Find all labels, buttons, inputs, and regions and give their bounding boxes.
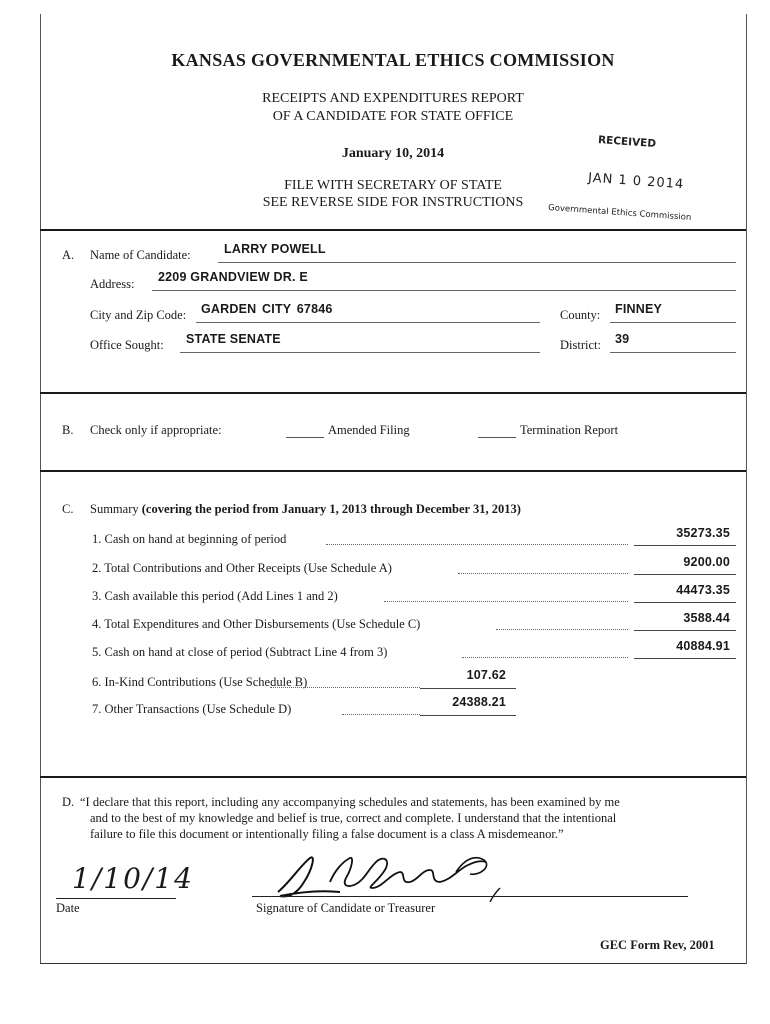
leader-dots: [270, 687, 420, 688]
summary-line-value: 107.62: [466, 668, 506, 682]
address-underline: [152, 290, 736, 291]
section-d-divider: [40, 776, 746, 778]
declaration-line-1: “I declare that this report, including any accompanying schedules and statements, has been examined by me: [80, 795, 620, 809]
office-sought-label: Office Sought:: [90, 338, 164, 352]
signature-line: [252, 896, 688, 897]
amended-filing-label: Amended Filing: [328, 423, 410, 437]
leader-dots: [384, 601, 628, 602]
termination-checkbox-line[interactable]: [478, 437, 516, 438]
summary-line-value: 40884.91: [676, 639, 730, 653]
date-line: [56, 898, 176, 899]
county-underline: [610, 322, 736, 323]
file-with-instruction: FILE WITH SECRETARY OF STATE: [284, 178, 502, 193]
summary-line-value: 9200.00: [683, 555, 730, 569]
summary-heading: [90, 502, 521, 517]
summary-prefix: Summary: [90, 502, 139, 516]
summary-line-value: 24388.21: [452, 695, 506, 709]
signature-image: [260, 852, 530, 902]
summary-line-label: 3. Cash available this period (Add Lines 1 and 2): [92, 589, 338, 603]
value-underline: [420, 715, 516, 716]
section-c-letter: C.: [62, 502, 74, 516]
value-underline: [634, 602, 736, 603]
summary-period: (covering the period from January 1, 2013 through December 31, 2013): [141, 502, 521, 516]
declaration-line-3: failure to file this document or intentionally filing a false document is a class A misdemeanor.”: [90, 827, 564, 841]
section-d-letter: D.: [62, 795, 75, 809]
candidate-name-value: LARRY POWELL: [224, 242, 326, 256]
commission-title: KANSAS GOVERNMENTAL ETHICS COMMISSION: [171, 50, 615, 70]
section-b-letter: B.: [62, 423, 74, 437]
received-stamp-office: Governmental Ethics Commission: [547, 203, 692, 223]
section-b-divider: [40, 392, 746, 394]
report-title-line1: RECEIPTS AND EXPENDITURES REPORT: [262, 91, 524, 106]
report-title-line2: OF A CANDIDATE FOR STATE OFFICE: [272, 109, 514, 124]
report-date: January 10, 2014: [341, 146, 445, 161]
summary-line-label: 7. Other Transactions (Use Schedule D): [92, 702, 292, 716]
value-underline: [634, 574, 736, 575]
summary-line-label: 6. In-Kind Contributions (Use Schedule B): [92, 675, 308, 689]
signature-label: Signature of Candidate or Treasurer: [256, 901, 436, 915]
right-border: [746, 14, 747, 964]
value-underline: [634, 545, 736, 546]
form-revision: GEC Form Rev, 2001: [600, 938, 715, 952]
summary-line-label: 1. Cash on hand at beginning of period: [92, 532, 287, 546]
summary-line-label: 5. Cash on hand at close of period (Subtract Line 4 from 3): [92, 645, 388, 659]
date-label: Date: [56, 901, 80, 915]
received-stamp-label: RECEIVED: [597, 133, 657, 151]
city-zip-value: GARDEN CITY 67846: [201, 302, 333, 316]
section-c-divider: [40, 470, 746, 472]
handwritten-date: 1/10/14: [72, 862, 194, 895]
value-underline: [420, 688, 516, 689]
leader-dots: [496, 629, 628, 630]
city-underline: [196, 322, 540, 323]
city-zip-label: City and Zip Code:: [90, 308, 187, 322]
received-stamp-date: JAN 1 0 2014: [587, 170, 685, 193]
leader-dots: [458, 573, 628, 574]
see-reverse-instruction: SEE REVERSE SIDE FOR INSTRUCTIONS: [262, 195, 524, 210]
value-underline: [634, 658, 736, 659]
summary-line-value: 35273.35: [676, 526, 730, 540]
summary-line-label: 2. Total Contributions and Other Receipts (Use Schedule A): [92, 561, 392, 575]
summary-line-value: 3588.44: [683, 611, 730, 625]
candidate-name-label: Name of Candidate:: [90, 248, 191, 262]
office-underline: [180, 352, 540, 353]
name-underline: [218, 262, 736, 263]
leader-dots: [326, 544, 628, 545]
section-a-divider: [40, 229, 746, 231]
district-value: 39: [615, 332, 630, 346]
leader-dots: [342, 714, 420, 715]
county-label: County:: [560, 308, 601, 322]
district-label: District:: [560, 338, 601, 352]
value-underline: [634, 630, 736, 631]
amended-checkbox-line[interactable]: [286, 437, 324, 438]
declaration-line-2: and to the best of my knowledge and belief is true, correct and complete. I understand that the intentional: [90, 811, 617, 825]
district-underline: [610, 352, 736, 353]
county-value: FINNEY: [615, 302, 663, 316]
bottom-border: [40, 963, 746, 964]
summary-line-label: 4. Total Expenditures and Other Disbursements (Use Schedule C): [92, 617, 421, 631]
section-a-letter: A.: [62, 248, 75, 262]
check-appropriate-label: Check only if appropriate:: [90, 423, 222, 437]
address-label: Address:: [90, 277, 135, 291]
leader-dots: [462, 657, 628, 658]
address-value: 2209 GRANDVIEW DR. E: [158, 270, 308, 284]
termination-report-label: Termination Report: [520, 423, 619, 437]
office-sought-value: STATE SENATE: [186, 332, 281, 346]
summary-line-value: 44473.35: [676, 583, 730, 597]
